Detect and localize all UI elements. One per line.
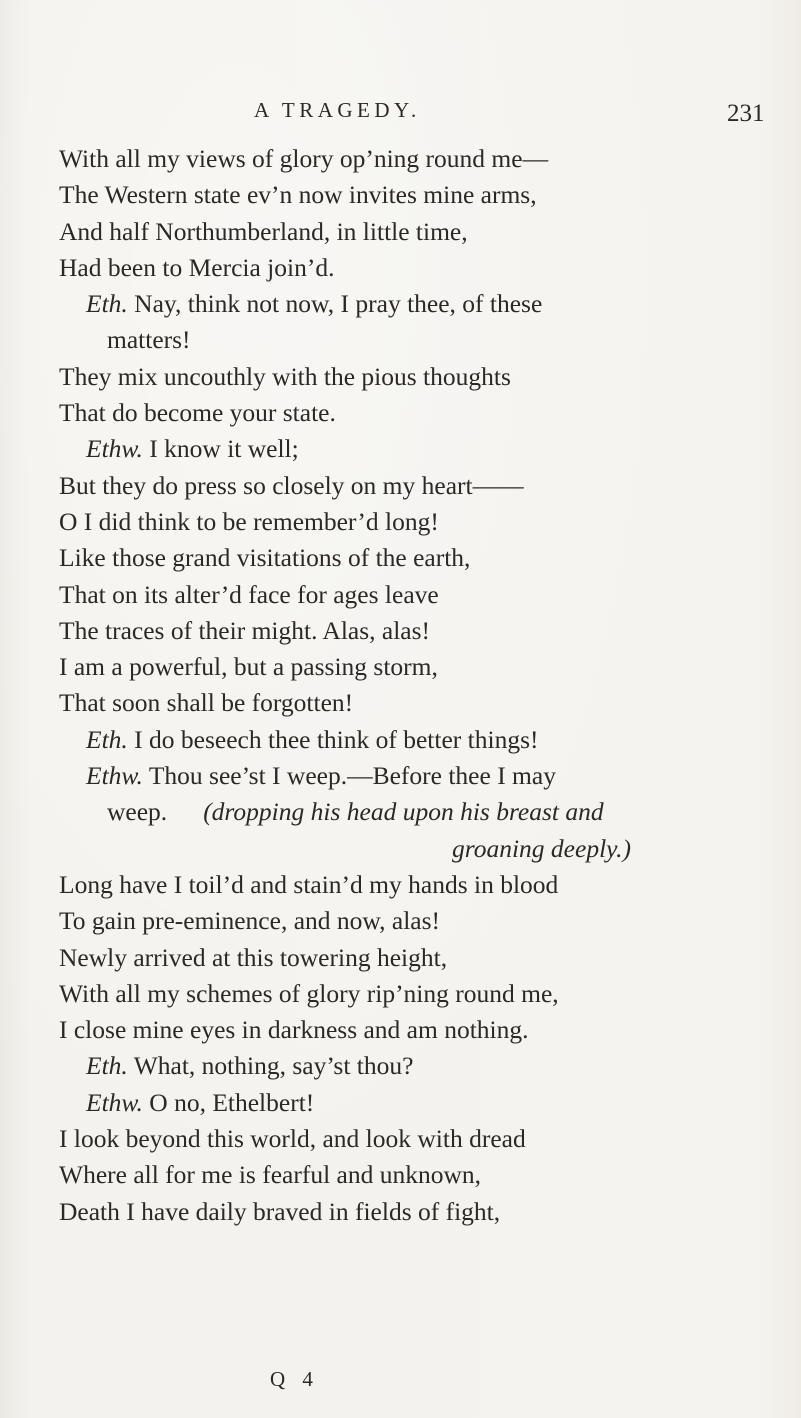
text-line — [0, 286, 801, 322]
line-text: That on its alter’d face for ages leave — [59, 579, 439, 609]
text-line — [0, 359, 801, 395]
text-line — [0, 940, 801, 976]
text-line — [0, 1012, 801, 1048]
line-text: That do become your state. — [59, 398, 336, 428]
line-text: What, nothing, say’st thou? — [127, 1051, 414, 1081]
line-text: weep. — [107, 797, 168, 827]
text-line — [0, 250, 801, 286]
line-text: Nay, think not now, I pray thee, of these — [127, 289, 543, 319]
line-text: The traces of their might. Alas, alas! — [59, 615, 431, 645]
line-text: And half Northumberland, in little time, — [59, 216, 468, 246]
line-text: With all my views of glory op’ning round me— — [59, 144, 549, 173]
text-line — [0, 903, 801, 939]
play-text — [0, 141, 801, 1230]
line-text: To gain pre-eminence, and now, alas! — [59, 906, 441, 936]
line-text: The Western state ev’n now invites mine arms, — [59, 180, 537, 210]
line-text: Where all for me is fearful and unknown, — [59, 1160, 482, 1190]
text-line — [0, 1048, 801, 1084]
line-text: O I did think to be remember’d long! — [59, 506, 439, 536]
speaker-name: Ethw. — [86, 761, 143, 791]
text-line — [0, 504, 801, 540]
text-line — [0, 322, 801, 358]
text-line — [0, 540, 801, 576]
speaker-name: Ethw. — [86, 434, 143, 464]
text-line — [0, 722, 801, 758]
speaker-name: Ethw. — [86, 1087, 143, 1117]
text-line — [0, 685, 801, 721]
line-text: matters! — [107, 325, 191, 355]
page-header — [0, 98, 801, 132]
line-text: With all my schemes of glory rip’ning round me, — [59, 978, 559, 1008]
text-line — [0, 1157, 801, 1193]
text-line — [0, 177, 801, 213]
text-line — [0, 613, 801, 649]
speaker-name: Eth. — [86, 1051, 128, 1081]
line-text: Like those grand visitations of the earth, — [59, 543, 471, 573]
text-line — [0, 649, 801, 685]
text-line — [0, 1194, 801, 1230]
text-line — [0, 431, 801, 467]
text-line — [0, 395, 801, 431]
text-line — [0, 1085, 801, 1121]
page-number: 231 — [727, 100, 765, 127]
text-line — [0, 758, 801, 794]
stage-direction: groaning deeply.) — [452, 833, 631, 863]
text-line — [0, 214, 801, 250]
text-line — [0, 831, 801, 867]
text-line — [0, 867, 801, 903]
text-line — [0, 794, 801, 830]
text-line — [0, 1121, 801, 1157]
text-line — [0, 577, 801, 613]
text-line — [0, 468, 801, 504]
signature-mark: Q 4 — [270, 1367, 319, 1391]
stage-direction: (dropping his head upon his breast and — [203, 797, 604, 827]
line-text: I know it well; — [142, 434, 299, 464]
line-text: I look beyond this world, and look with dread — [59, 1124, 526, 1154]
text-line — [0, 141, 801, 177]
line-text: O no, Ethelbert! — [142, 1087, 315, 1117]
line-text: Thou see’st I weep.—Before thee I may — [142, 761, 556, 791]
line-text: Long have I toil’d and stain’d my hands in blood — [59, 869, 559, 899]
line-text: I am a powerful, but a passing storm, — [59, 652, 438, 682]
line-text: Had been to Mercia join’d. — [59, 252, 335, 282]
running-head: A TRAGEDY. — [254, 98, 421, 122]
line-text: I close mine eyes in darkness and am nothing. — [59, 1015, 529, 1045]
line-text: That soon shall be forgotten! — [59, 688, 354, 718]
line-text: I do beseech thee think of better things! — [127, 724, 539, 754]
line-text: But they do press so closely on my heart—— — [59, 470, 524, 500]
line-text: Death I have daily braved in fields of fight, — [59, 1196, 501, 1226]
speaker-name: Eth. — [86, 724, 128, 754]
speaker-name: Eth. — [86, 289, 128, 319]
line-text: Newly arrived at this towering height, — [59, 942, 448, 972]
text-line — [0, 976, 801, 1012]
line-text: They mix uncouthly with the pious thoughts — [59, 361, 511, 391]
